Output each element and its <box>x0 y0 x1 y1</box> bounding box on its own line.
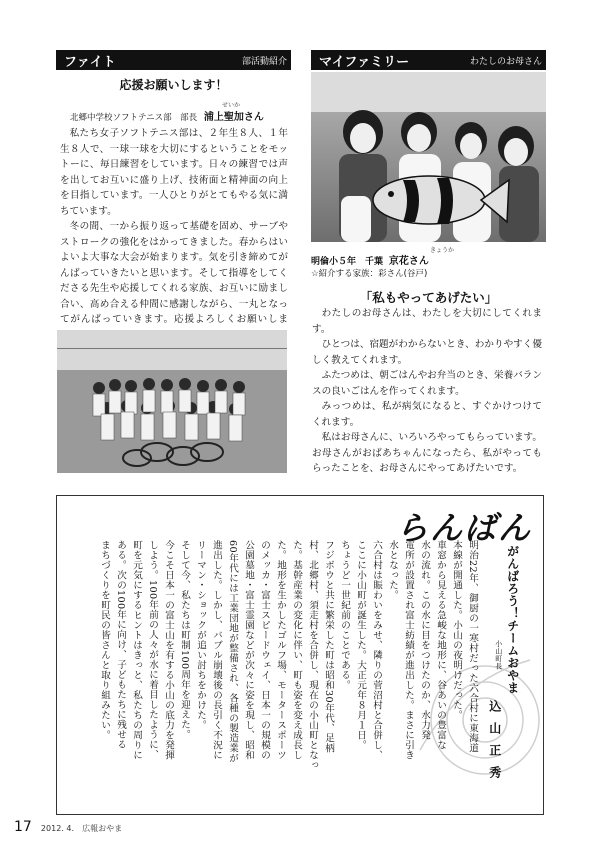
right-caption-line1 <box>311 252 546 267</box>
left-paragraph: 冬の間、一から振り返って基礎を固め、サーブやストロークの強化をはかってきました。春からはいよいよ大事な大会が始まります。気を引き締めてがんばっていきたいと思います。そして指導をしてくださる先生や応援してくれる家族、お互いに励まし合い、高め合える仲間に感謝しながら、一丸となってがんばっていきます。応援よろしくお願いしま <box>60 221 288 325</box>
ranban-line: 六合村は賑わいをみせ、隣りの菅沼村と合併し、 <box>371 540 382 760</box>
right-caption-name: 京花さん <box>388 256 429 267</box>
ranban-line: 車窓から見える急峻な地形に、谷あいの豊富な <box>435 540 446 750</box>
ranban-body <box>60 540 480 808</box>
ranban-title: がんばろう！チームおやま <box>505 545 520 694</box>
page-footer <box>14 816 122 835</box>
ranban-line: 60年代には工業団地が整備され、各種の製造業が <box>227 540 238 764</box>
family-illustration <box>311 72 546 242</box>
right-caption-school: 明倫小５年 千葉 <box>311 257 384 267</box>
publication-name: 広報おやま <box>82 824 123 833</box>
right-paragraph: ひとつは、宿題がわからないとき、わかりやすく優しく教えてくれます。 <box>312 339 542 366</box>
ranban-author-name: 込山正秀 <box>487 700 502 788</box>
ranban-line: のメッカ・富士スピードウェイ、日本一の規模の <box>259 540 270 760</box>
left-article-body <box>60 126 288 343</box>
family-photo <box>311 72 546 242</box>
right-section-subtitle: わたしのお母さん <box>469 57 542 67</box>
ranban-line: 水となった。 <box>387 540 398 600</box>
right-paragraph: みっつめは、私が病気になると、すぐかけつけてくれます。 <box>312 401 542 428</box>
ranban-line: 電所が設置され富士紡績が進出した。まさに引き <box>403 540 414 760</box>
ranban-author-role: 小山町長 <box>494 640 503 670</box>
ranban-line: そして今、私たちは町制100周年を迎えた。 <box>179 540 190 740</box>
right-paragraph: 私はお母さんに、いろいろやってもらっています。お母さんがおばあちゃんになったら、私がやってもらったことを、お母さんにやってあげたいです。 <box>312 432 542 474</box>
tennis-team-photo <box>57 330 287 473</box>
ranban-line: 公園墓地・富士霊園などが次々に姿を現し、昭和 <box>243 540 254 760</box>
right-caption-line2: ☆紹介する家族：彩さん(谷戸) <box>311 269 428 279</box>
left-paragraph: 私たち女子ソフトテニス部は、２年生８人、１年生８人で、一球一球を大切にするということをモットーに、毎日練習をしています。日々の練習では声を出してお互いに盛り上げ、技術面と精神面の向上を目指しています。一人ひとりがとてもやる気に満ちています。 <box>60 128 288 217</box>
tennis-team-illustration <box>57 330 287 473</box>
issue-date: 2012. 4. <box>40 824 74 833</box>
ranban-line: 明治22年、御厨の一寒村だった六合村に東海道 <box>467 540 478 754</box>
left-byline <box>70 108 292 123</box>
ranban-line: ちょうど一世紀前のことである。 <box>339 540 350 690</box>
ranban-line: リーマン・ショックが追い討ちをかけた。 <box>195 540 206 730</box>
left-byline-name: 浦上聖加さん <box>203 112 264 123</box>
ranban-line: た。基幹産業の変化に伴い、町も姿を変え成長し <box>291 540 302 760</box>
ranban-line: 水の流れ。この水に目をつけたのか、水力発 <box>419 540 430 740</box>
right-section-title: マイファミリー <box>319 55 410 70</box>
right-section-header <box>311 50 546 70</box>
ranban-line: ここに小山町が誕生した。大正元年８月１日。 <box>355 540 366 750</box>
right-paragraph: わたしのお母さんは、わたしを大切にしてくれます。 <box>312 308 542 335</box>
left-section-subtitle: 部活動紹介 <box>241 57 287 67</box>
page-number: 17 <box>14 819 32 835</box>
ranban-line: た。地形を生かしたゴルフ場、モータースポーツ <box>275 540 286 760</box>
ranban-line: フジボウと共に繁栄した町は昭和30年代、足柄 <box>323 540 334 754</box>
ranban-line: 町を元気にするヒントはきっと、私たちの周りに <box>131 540 142 760</box>
ranban-line: 今こそ日本一の富士山を有する小山の底力を発揮 <box>163 540 174 760</box>
ranban-line: しよう。100年前の人々が水に着目したように、 <box>147 540 158 760</box>
right-headline: 「私もやってあげたい」 <box>359 290 498 305</box>
left-byline-ruby: せいか <box>222 102 241 109</box>
ranban-line: 本線が開通した。小山の夜明けだった。 <box>451 540 462 720</box>
ranban-line: 村、北郷村、須走村を合併し、現在の小山町となっ <box>307 540 318 770</box>
ranban-line: ある。次の100年に向け、子どもたちに残せる <box>115 540 126 750</box>
ranban-logo: らんばん <box>396 509 533 547</box>
left-section-title: ファイト <box>64 55 116 70</box>
ranban-line: 進出した。しかし、バブル崩壊後の長引く不況に <box>211 540 222 760</box>
right-caption-ruby: きょうか <box>430 247 455 254</box>
right-paragraph: ふたつめは、朝ごはんやお弁当のとき、栄養バランスの良いごはんを作ってくれます。 <box>312 370 542 397</box>
ranban-line: まちづくりを町民の皆さんと取り組みたい。 <box>99 540 110 740</box>
left-byline-org: 北郷中学校ソフトテニス部 部長 <box>70 113 198 123</box>
left-section-header <box>56 50 291 70</box>
left-headline: 応援お願いします！ <box>119 78 228 92</box>
right-article-body <box>312 306 542 477</box>
